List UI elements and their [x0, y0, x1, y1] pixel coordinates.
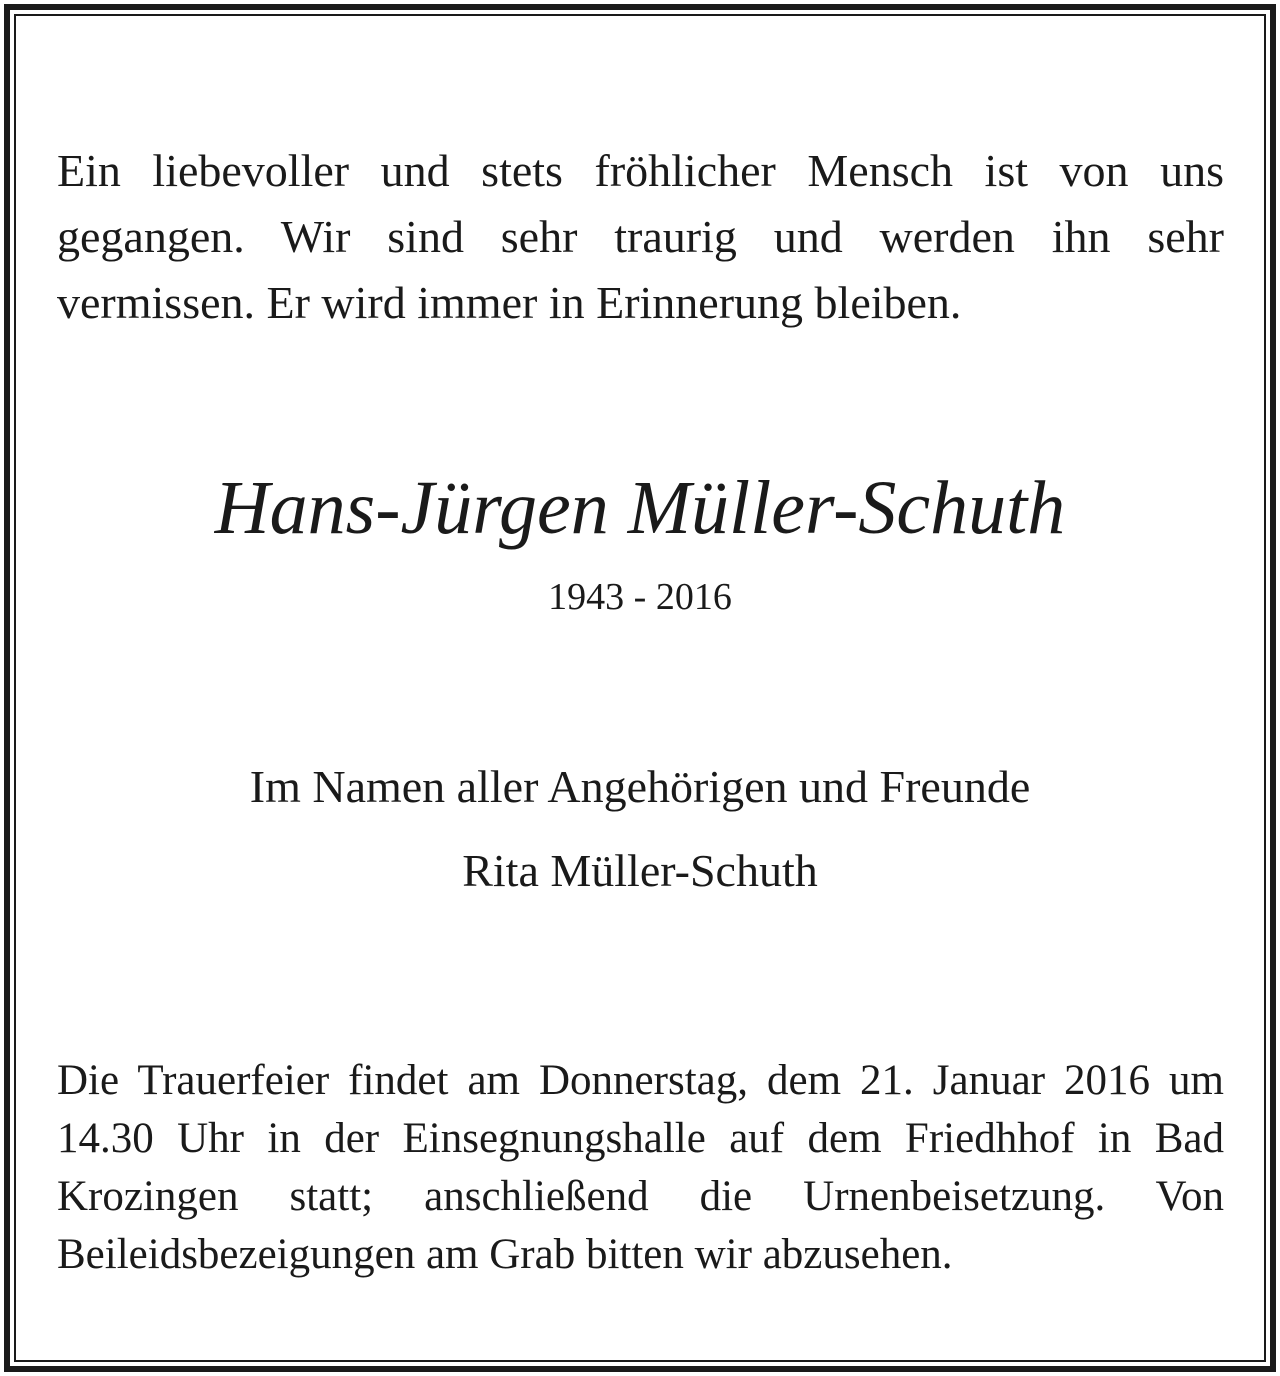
life-years: 1943 - 2016 [548, 576, 732, 618]
service-info-paragraph: Die Trauerfeier findet am Donnerstag, dem 21. Januar 2016 um 14.30 Uhr in der Einsegnungshalle auf dem Friedhhof in Bad Krozingen statt; anschließend die Urnenbeisetzung. Von Beileidsbezeigungen am Grab bitten wir abzusehen. [57, 1057, 1224, 1278]
signer-name: Rita Müller-Schuth [462, 845, 818, 896]
family-line: Im Namen aller Angehörigen und Freunde [249, 761, 1031, 812]
deceased-name: Hans-Jürgen Müller-Schuth [214, 466, 1066, 550]
intro-paragraph: Ein liebevoller und stets fröhlicher Mensch ist von uns gegangen. Wir sind sehr traurig und werden ihn sehr vermissen. Er wird immer in Erinnerung bleiben. [57, 145, 1224, 328]
